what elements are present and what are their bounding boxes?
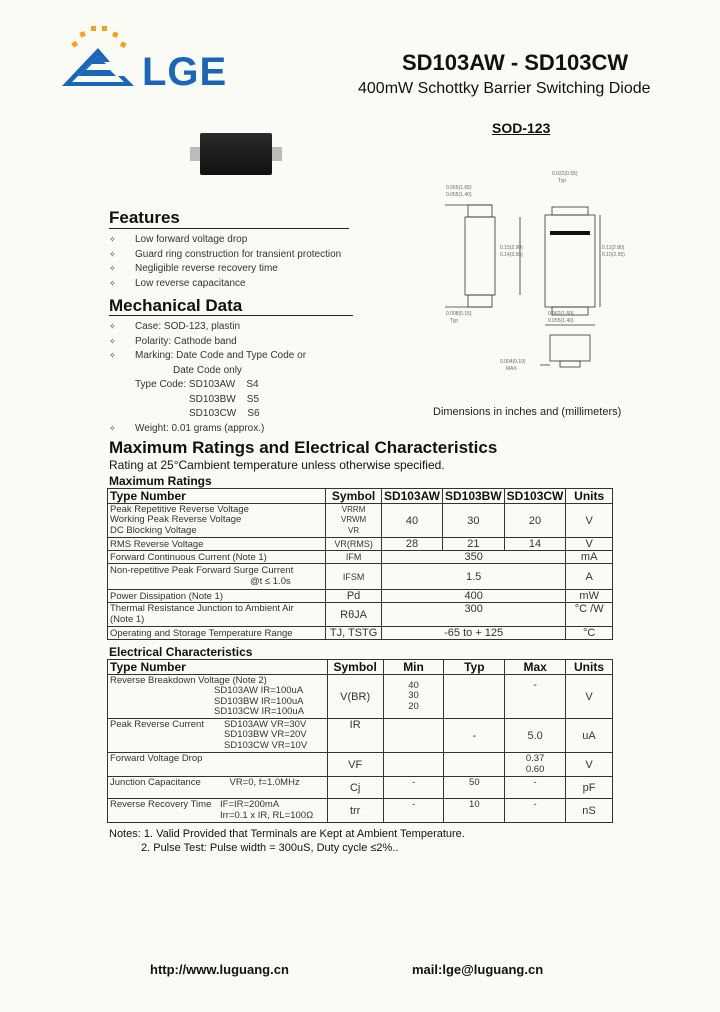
type-code-line: Type Code: SD103AW S4 [135,379,259,390]
param-line: SD103AW IR=100uA [214,685,304,696]
type-code-line: SD103CW S6 [189,408,260,419]
col-header: SD103AW [381,489,442,504]
table-row [108,627,613,640]
param-line: Reverse Recovery Time [110,799,212,810]
param-cond: Irr=0.1 x IR, RL=100Ω [220,809,314,821]
unit-cell: A [566,564,613,590]
unit-cell: °C /W [566,603,613,627]
feature-item: ✧ Negligible reverse recovery time [109,262,369,277]
logo-mark-icon [58,18,148,94]
table-row [108,753,613,777]
col-header: Typ [444,660,505,675]
param-cell: Power Dissipation (Note 1) [108,590,326,603]
value-cell: 30 [442,504,504,538]
typ-cell: 10 [444,799,505,823]
min-line: 20 [408,700,419,712]
svg-text:Typ: Typ [558,178,567,184]
value-cell: -65 to + 125 [381,627,565,640]
svg-text:0.065(1.65): 0.065(1.65) [446,185,472,191]
unit-cell: mA [566,551,613,564]
param-cell [108,603,326,627]
typ-cell [444,675,505,719]
param-line: SD103AW VR=30V [224,718,307,730]
param-cell: Operating and Storage Temperature Range [108,627,326,640]
note-1: Notes: 1. Valid Provided that Terminals are Kept at Ambient Temperature. [109,828,465,840]
ratings-heading: Maximum Ratings and Electrical Characteristics [109,438,498,457]
max-cell: - [505,777,566,799]
param-cond: VR=0, f=1.0MHz [229,777,300,788]
feature-item: ✧ Low reverse capacitance [109,277,369,292]
table-row [108,538,613,551]
param-line: Peak Repetitive Reverse Voltage [110,503,249,515]
table-row [108,603,613,627]
symbol-line: VR [348,525,360,535]
max-line: 0.60 [525,763,545,775]
min-cell: - [383,799,444,823]
unit-cell: V [566,675,613,719]
col-header: Units [566,489,613,504]
param-cell [108,675,328,719]
mechanical-case: ✧ Case: SOD-123, plastin [109,320,369,335]
col-header: Min [383,660,444,675]
col-header: Max [505,660,566,675]
typ-cell: 50 [444,777,505,799]
value-cell: 1.5 [381,564,565,590]
param-line: DC Blocking Voltage [110,524,197,536]
unit-cell: nS [566,799,613,823]
param-line: SD103BW VR=20V [224,729,307,741]
value-cell: 28 [381,538,442,551]
features-list [109,233,369,291]
logo-wordmark: LGE [142,50,228,94]
symbol-cell: IFM [326,551,382,564]
table-header-row [108,660,613,675]
param-line: Junction Capacitance [110,777,201,788]
symbol-cell: IR [327,719,383,753]
col-header: Symbol [327,660,383,675]
symbol-cell: Pd [326,590,382,603]
note-2: 2. Pulse Test: Pulse width = 300uS, Duty cycle ≤2%.. [141,842,399,854]
table-row [108,564,613,590]
symbol-line: VRWM [340,515,367,525]
part-number-title: SD103AW - SD103CW [402,50,629,75]
type-code-line: SD103BW S5 [189,393,260,405]
symbol-cell [326,504,382,538]
param-line: @t ≤ 1.0s [250,575,291,587]
symbol-cell: V(BR) [327,675,383,719]
param-cond: IF=IR=200mA [220,799,280,810]
symbol-cell: IFSM [326,564,382,590]
value-cell: 14 [504,538,566,551]
mechanical-underline [109,315,353,316]
col-header: Type Number [108,489,326,504]
svg-text:Typ: Typ [450,318,459,324]
param-line: SD103CW IR=100uA [214,706,305,717]
symbol-cell: VR(RMS) [326,538,382,551]
mechanical-marking: ✧ Marking: Date Code and Type Code or [109,349,369,364]
param-cell [108,564,326,590]
min-cell [383,719,444,753]
value-cell: 350 [381,551,565,564]
symbol-cell: VF [327,753,383,777]
symbol-cell: trr [327,799,383,823]
unit-cell: mW [566,590,613,603]
typ-cell [444,753,505,777]
value-cell: 400 [381,590,565,603]
value-cell: 21 [442,538,504,551]
table-row [108,799,613,823]
param-line: Working Peak Reverse Voltage [110,514,242,526]
email-link[interactable]: mail:lge@luguang.cn [412,962,544,977]
value-cell: 300 [381,603,565,627]
max-line: 0.37 [525,753,545,764]
param-line: Peak Reverse Current [110,718,204,730]
features-underline [109,228,349,229]
min-cell [383,753,444,777]
min-cell: - [383,777,444,799]
feature-item: ✧ Low forward voltage drop [109,233,369,248]
min-cell [383,675,444,719]
symbol-cell: Cj [327,777,383,799]
table-row [108,675,613,719]
company-logo [58,18,148,94]
col-header: Type Number [108,660,328,675]
max-cell: - [505,675,566,719]
param-line: (Note 1) [110,613,145,625]
table-row [108,504,613,538]
max-cell: - [505,799,566,823]
svg-text:0.055(1.40): 0.055(1.40) [548,318,574,324]
feature-item: ✧ Guard ring construction for transient protection [109,248,369,263]
col-header: SD103BW [442,489,504,504]
param-cell [108,719,328,753]
svg-text:0.022(0.55): 0.022(0.55) [552,171,578,177]
max-cell: 5.0 [505,719,566,753]
param-line: Non-repetitive Peak Forward Surge Current [110,565,294,576]
value-cell: 40 [381,504,442,538]
max-cell [505,753,566,777]
param-cell [108,504,326,538]
mechanical-polarity: ✧ Polarity: Cathode band [109,335,369,350]
mechanical-marking-cont: Date Code only [173,364,242,376]
unit-cell: V [566,753,613,777]
param-line: SD103BW IR=100uA [214,695,304,707]
package-label: SOD-123 [492,120,551,136]
symbol-cell: RθJA [326,603,382,627]
svg-text:0.055(1.40): 0.055(1.40) [446,192,472,198]
symbol-cell: TJ, TSTG [326,627,382,640]
notes [109,827,465,855]
param-line: SD103CW VR=10V [224,739,308,751]
svg-text:0.10(2.55): 0.10(2.55) [602,252,625,258]
mechanical-weight: ✧ Weight: 0.01 grams (approx.) [109,422,369,437]
value-cell: 20 [504,504,566,538]
package-photo [200,133,272,175]
table-row [108,590,613,603]
unit-cell: °C [566,627,613,640]
dimensions-caption: Dimensions in inches and (millimeters) [433,406,622,418]
param-cell [108,799,328,823]
min-line: 40 [408,679,419,691]
col-header: Units [566,660,613,675]
max-ratings-table [107,488,613,640]
svg-text:0.008(0.15): 0.008(0.15) [446,311,472,317]
product-subtitle: 400mW Schottky Barrier Switching Diode [358,80,651,97]
unit-cell: uA [566,719,613,753]
mechanical-heading: Mechanical Data [109,296,243,315]
svg-text:MAX: MAX [506,366,517,372]
symbol-line: VRRM [341,504,366,514]
param-cell [108,777,328,799]
electrical-title: Electrical Characteristics [109,645,253,659]
col-header: SD103CW [504,489,566,504]
mechanical-list [109,320,369,436]
param-cell: RMS Reverse Voltage [108,538,326,551]
electrical-table [107,659,613,823]
param-cell: Forward Continuous Current (Note 1) [108,551,326,564]
param-line: Reverse Breakdown Voltage (Note 2) [110,674,267,686]
param-cell: Forward Voltage Drop [108,753,328,777]
svg-text:0.004(0.10): 0.004(0.10) [500,359,526,365]
col-header: Symbol [326,489,382,504]
svg-text:0.11(2.80): 0.11(2.80) [602,245,625,251]
param-line: Thermal Resistance Junction to Ambient Air [110,603,294,614]
svg-text:0.062(1.60): 0.062(1.60) [548,311,574,317]
dimension-drawing [440,165,630,380]
svg-text:0.15(2.90): 0.15(2.90) [500,245,523,251]
ratings-note: Rating at 25°Cambient temperature unless otherwise specified. [109,458,445,472]
unit-cell: V [566,504,613,538]
max-ratings-title: Maximum Ratings [109,474,212,488]
svg-text:0.14(3.55): 0.14(3.55) [500,252,523,258]
table-row [108,777,613,799]
table-row [108,551,613,564]
table-row [108,719,613,753]
unit-cell: pF [566,777,613,799]
features-heading: Features [109,208,180,227]
min-line: 30 [408,690,419,702]
unit-cell: V [566,538,613,551]
website-link[interactable]: http://www.luguang.cn [150,962,289,977]
table-header-row [108,489,613,504]
typ-cell: - [444,719,505,753]
